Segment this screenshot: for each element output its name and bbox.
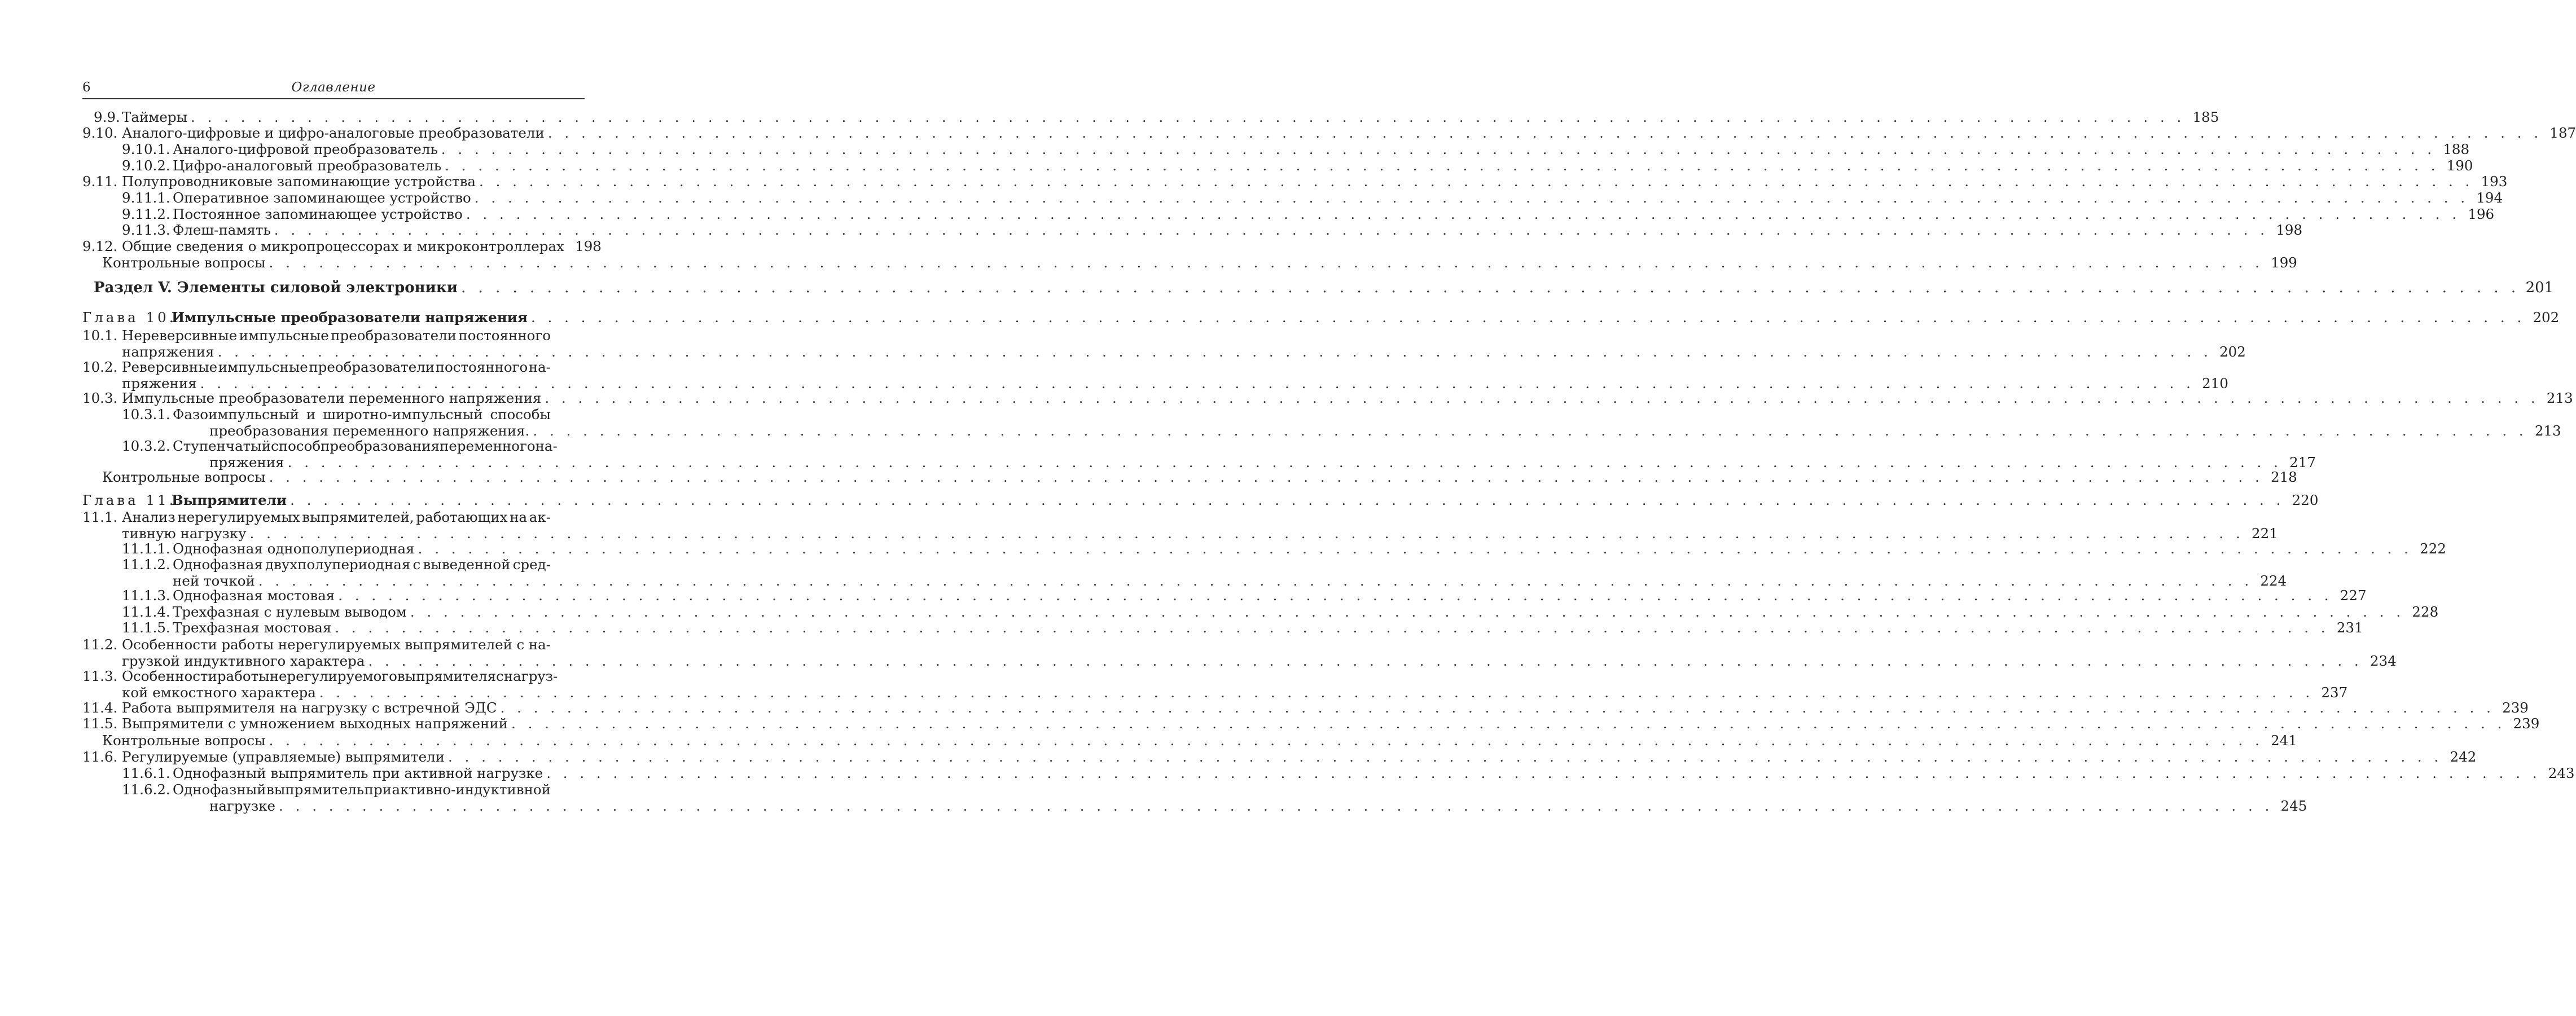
toc-page-number: 190 — [2446, 157, 2473, 174]
toc-entry[interactable] — [82, 254, 2297, 271]
dot-leader: . . . . . . . . . . . . . . . . . . . . . . . . . . . . . . . . . . . . . . . . . . . . . . . . . . . . . . . . . . . . . . . . . . . . . . . . . . . . . . . . . . . . . . . . . . . . . . . . . . . . . . . . . . . . . . . . . . . . . . . . — [191, 109, 2186, 125]
toc-entry-title: преобразования переменного напряжения. — [209, 423, 530, 439]
dot-leader: . . . . . . . . . . . . . . . . . . . . . . . . . . . . . . . . . . . . . . . . . . . . . . . . . . . . . . . . . . . . . . . . . . . . . . . . . . . . . . . . . . . . . . . . . . . . . . . . . . . . . . . . . . . . . . . . . . . . . . . . — [474, 190, 2469, 206]
toc-entry-title: Особенности работы нерегулируемого выпрямителя с нагруз- — [122, 668, 558, 684]
toc-entry-number: 10.2. — [82, 359, 118, 375]
toc-entry-title: Работа выпрямителя на нагрузку с встречной ЭДС — [122, 700, 497, 716]
toc-entry[interactable] — [82, 279, 2554, 296]
toc-entry-title: ней точкой — [173, 573, 255, 589]
toc-page-number: 198 — [575, 238, 602, 254]
toc-page-number: 237 — [2321, 684, 2348, 701]
toc-entry-title: Оперативное запоминающее устройство — [173, 190, 471, 206]
dot-leader: . . . . . . . . . . . . . . . . . . . . . . . . . . . . . . . . . . . . . . . . . . . . . . . . . . . . . . . . . . . . . . . . . . . . . . . . . . . . . . . . . . . . . . . . . . . . . . . . . . . . . . . . . . . . . . . . . . . . . . . . — [530, 309, 2526, 326]
dot-leader: . . . . . . . . . . . . . . . . . . . . . . . . . . . . . . . . . . . . . . . . . . . . . . . . . . . . . . . . . . . . . . . . . . . . . . . . . . . . . . . . . . . . . . . . . . . . . . . . . . . . . . . . . . . . . . . . . . . . . . . . — [335, 619, 2329, 636]
dot-leader: . . . . . . . . . . . . . . . . . . . . . . . . . . . . . . . . . . . . . . . . . . . . . . . . . . . . . . . . . . . . . . . . . . . . . . . . . . . . . . . . . . . . . . . . . . . . . . . . . . . . . . . . . . . . . . . . . . . . . . . . — [217, 344, 2212, 360]
toc-page-number: 201 — [2525, 279, 2554, 296]
toc-entry[interactable] — [82, 749, 2477, 765]
toc-entry-number: 11.2. — [82, 636, 118, 653]
toc-entry-number: 9.11. — [82, 173, 118, 190]
toc-entry-title: Трехфазная мостовая — [173, 619, 332, 636]
toc-entry[interactable] — [82, 438, 2316, 470]
toc-entry-title: Анализ нерегулируемых выпрямителей, работающих на ак- — [122, 509, 551, 525]
toc-entry-title: Трехфазная с нулевым выводом — [173, 604, 407, 620]
toc-entry[interactable] — [82, 109, 2219, 125]
toc-entry[interactable] — [82, 587, 2367, 604]
toc-entry-number: 11.4. — [82, 700, 118, 716]
toc-page-number: 221 — [2252, 525, 2278, 542]
toc-page-number: 202 — [2533, 309, 2560, 326]
dot-leader: . . . . . . . . . . . . . . . . . . . . . . . . . . . . . . . . . . . . . . . . . . . . . . . . . . . . . . . . . . . . . . . . . . . . . . . . . . . . . . . . . . . . . . . . . . . . . . . . . . . . . . . . . . . . . . . . . . . . . . . . — [279, 798, 2274, 814]
toc-page-number: 242 — [2450, 749, 2477, 765]
toc-entry[interactable] — [82, 309, 2560, 326]
toc-page-number: 193 — [2481, 173, 2508, 190]
dot-leader: . . . . . . . . . . . . . . . . . . . . . . . . . . . . . . . . . . . . . . . . . . . . . . . . . . . . . . . . . . . . . . . . . . . . . . . . . . . . . . . . . . . . . . . . . . . . . . . . . . . . . . . . . . . . . . . . . . . . . . . . — [290, 492, 2285, 508]
toc-entry-number: 11.1.4. — [122, 604, 170, 620]
toc-page-number: 239 — [2502, 700, 2529, 716]
toc-entry[interactable] — [82, 469, 2297, 485]
toc-entry[interactable] — [82, 668, 2348, 701]
toc-page-number: 220 — [2292, 492, 2319, 508]
dot-leader: . . . . . . . . . . . . . . . . . . . . . . . . . . . . . . . . . . . . . . . . . . . . . . . . . . . . . . . . . . . . . . . . . . . . . . . . . . . . . . . . . . . . . . . . . . . . . . . . . . . . . . . . . . . . . . . . . . . . . . . . — [460, 279, 2520, 296]
running-title: Оглавление — [291, 80, 376, 95]
toc-page-number: 245 — [2280, 798, 2307, 814]
dot-leader: . . . . . . . . . . . . . . . . . . . . . . . . . . . . . . . . . . . . . . . . . . . . . . . . . . . . . . . . . . . . . . . . . . . . . . . . . . . . . . . . . . . . . . . . . . . . . . . . . . . . . . . . . . . . . . . . . . . . . . . . — [274, 222, 2269, 238]
toc-page-number: 185 — [2192, 109, 2219, 125]
toc-entry-number: 9.11.3. — [122, 222, 170, 238]
dot-leader: . . . . . . . . . . . . . . . . . . . . . . . . . . . . . . . . . . . . . . . . . . . . . . . . . . . . . . . . . . . . . . . . . . . . . . . . . . . . . . . . . . . . . . . . . . . . . . . . . . . . . . . . . . . . . . . . . . . . . . . . — [410, 604, 2405, 620]
toc-entry-title: Однофазная однополупериодная — [173, 540, 415, 557]
toc-entry-title: Ступенчатый способ преобразования переменного на- — [173, 438, 558, 454]
toc-entry-number: 11.5. — [82, 715, 118, 732]
toc-page-number: 241 — [2271, 732, 2297, 749]
toc-page-number: 243 — [2548, 765, 2575, 781]
toc-entry-title: Выпрямители — [172, 492, 287, 508]
toc-entry-title: Однофазная мостовая — [173, 587, 335, 604]
toc-entry-title: пряжения — [122, 375, 197, 392]
toc-entry-title: Флеш-память — [173, 222, 271, 238]
toc-page-number: 231 — [2336, 619, 2363, 636]
dot-leader: . . . . . . . . . . . . . . . . . . . . . . . . . . . . . . . . . . . . . . . . . . . . . . . . . . . . . . . . . . . . . . . . . . . . . . . . . . . . . . . . . . . . . . . . . . . . . . . . . . . . . . . . . . . . . . . . . . . . . . . . — [319, 684, 2314, 701]
toc-entry[interactable] — [82, 390, 2573, 406]
toc-page-number: 213 — [2546, 390, 2573, 406]
toc-page-number: 196 — [2468, 206, 2495, 222]
toc-entry-title: грузкой индуктивного характера — [122, 653, 365, 669]
dot-leader: . . . . . . . . . . . . . . . . . . . . . . . . . . . . . . . . . . . . . . . . . . . . . . . . . . . . . . . . . . . . . . . . . . . . . . . . . . . . . . . . . . . . . . . . . . . . . . . . . . . . . . . . . . . . . . . . . . . . . . . . — [249, 525, 2244, 542]
toc-entry[interactable] — [82, 406, 2561, 439]
toc-page-number: 239 — [2513, 715, 2540, 732]
toc-entry[interactable] — [82, 157, 2473, 174]
dot-leader: . . . . . . . . . . . . . . . . . . . . . . . . . . . . . . . . . . . . . . . . . . . . . . . . . . . . . . . . . . . . . . . . . . . . . . . . . . . . . . . . . . . . . . . . . . . . . . . . . . . . . . . . . . . . . . . . . . . . . . . . — [338, 587, 2333, 604]
toc-entry-number: 9.11.2. — [122, 206, 170, 222]
dot-leader: . . . . . . . . . . . . . . . . . . . . . . . . . . . . . . . . . . . . . . . . . . . . . . . . . . . . . . . . . . . . . . . . . . . . . . . . . . . . . . . . . . . . . . . . . . . . . . . . . . . . . . . . . . . . . . . . . . . . . . . . — [269, 469, 2263, 485]
toc-entry[interactable] — [82, 781, 2307, 814]
toc-page-number: 187 — [2549, 125, 2576, 141]
toc-entry-title: Фазоимпульсный и широтно-импульсный способы — [173, 406, 551, 423]
toc-entry-title: Однофазная двухполупериодная с выведенной сред- — [173, 556, 551, 573]
toc-entry-title: тивную нагрузку — [122, 525, 247, 542]
toc-entry-title: напряжения — [122, 344, 214, 360]
toc-entry-title: Контрольные вопросы — [102, 469, 266, 485]
dot-leader: . . . . . . . . . . . . . . . . . . . . . . . . . . . . . . . . . . . . . . . . . . . . . . . . . . . . . . . . . . . . . . . . . . . . . . . . . . . . . . . . . . . . . . . . . . . . . . . . . . . . . . . . . . . . . . . . . . . . . . . . — [269, 732, 2263, 749]
toc-entry-title: Контрольные вопросы — [102, 732, 266, 749]
toc-entry-number: 11.3. — [82, 668, 118, 684]
toc-page-number: 227 — [2340, 587, 2367, 604]
toc-entry-number: 11.6.1. — [122, 765, 170, 781]
toc-page-number: 228 — [2412, 604, 2439, 620]
toc-entry[interactable] — [82, 222, 2303, 238]
toc-entry-title: нагрузке — [209, 798, 276, 814]
dot-leader: . . . . . . . . . . . . . . . . . . . . . . . . . . . . . . . . . . . . . . . . . . . . . . . . . . . . . . . . . . . . . . . . . . . . . . . . . . . . . . . . . . . . . . . . . . . . . . . . . . . . . . . . . . . . . . . . . . . . . . . . — [546, 765, 2541, 781]
dot-leader: . . . . . . . . . . . . . . . . . . . . . . . . . . . . . . . . . . . . . . . . . . . . . . . . . . . . . . . . . . . . . . . . . . . . . . . . . . . . . . . . . . . . . . . . . . . . . . . . . . . . . . . . . . . . . . . . . . . . . . . . — [447, 749, 2443, 765]
dot-leader: . . . . . . . . . . . . . . . . . . . . . . . . . . . . . . . . . . . . . . . . . . . . . . . . . . . . . . . . . . . . . . . . . . . . . . . . . . . . . . . . . . . . . . . . . . . . . . . . . . . . . . . . . . . . . . . . . . . . . . . . — [547, 125, 2543, 141]
toc-entry-number: 11.1.1. — [122, 540, 170, 557]
toc-entry[interactable] — [82, 173, 2508, 190]
toc-page-number: 217 — [2289, 454, 2316, 470]
toc-entry-title: Импульсные преобразователи переменного напряжения — [122, 390, 542, 406]
toc-page-number: 213 — [2534, 423, 2561, 439]
toc-page-number: 194 — [2476, 190, 2503, 206]
toc-entry[interactable] — [82, 540, 2446, 557]
toc-entry-title: Выпрямители с умножением выходных напряжений — [122, 715, 508, 732]
toc-entry-title: Аналого-цифровой преобразователь — [173, 141, 438, 157]
dot-leader: . . . . . . . . . . . . . . . . . . . . . . . . . . . . . . . . . . . . . . . . . . . . . . . . . . . . . . . . . . . . . . . . . . . . . . . . . . . . . . . . . . . . . . . . . . . . . . . . . . . . . . . . . . . . . . . . . . . . . . . . — [466, 206, 2461, 222]
toc-entry-title: Таймеры — [122, 109, 188, 125]
dot-leader: . . . . . . . . . . . . . . . . . . . . . . . . . . . . . . . . . . . . . . . . . . . . . . . . . . . . . . . . . . . . . . . . . . . . . . . . . . . . . . . . . . . . . . . . . . . . . . . . . . . . . . . . . . . . . . . . . . . . . . . . — [479, 173, 2474, 190]
toc-entry[interactable] — [82, 190, 2503, 206]
toc-entry[interactable] — [82, 327, 2246, 360]
toc-entry-number: 10.3.1. — [122, 406, 170, 423]
toc-entry-title: Однофазный выпрямитель при активной нагрузке — [173, 765, 543, 781]
dot-leader: . . . . . . . . . . . . . . . . . . . . . . . . . . . . . . . . . . . . . . . . . . . . . . . . . . . . . . . . . . . . . . . . . . . . . . . . . . . . . . . . . . . . . . . . . . . . . . . . . . . . . . . . . . . . . . . . . . . . . . . . — [269, 254, 2263, 271]
toc-entry-number: 9.10.1. — [122, 141, 170, 157]
toc-entry-title: кой емкостного характера — [122, 684, 316, 701]
toc-entry-number: 11.1.3. — [122, 587, 170, 604]
toc-entry[interactable] — [82, 636, 2397, 669]
toc-page-number: 218 — [2271, 469, 2297, 485]
dot-leader: . . . . . . . . . . . . . . . . . . . . . . . . . . . . . . . . . . . . . . . . . . . . . . . . . . . . . . . . . . . . . . . . . . . . . . . . . . . . . . . . . . . . . . . . . . . . . . . . . . . . . . . . . . . . . . . . . . . . . . . . — [441, 141, 2436, 157]
toc-entry[interactable] — [82, 125, 2576, 141]
toc-entry-number: Глава 10. — [82, 309, 177, 326]
toc-entry[interactable] — [82, 765, 2575, 781]
toc-entry[interactable] — [82, 700, 2529, 716]
toc-entry-title: Раздел V. Элементы силовой электроники — [94, 279, 458, 296]
dot-leader: . . . . . . . . . . . . . . . . . . . . . . . . . . . . . . . . . . . . . . . . . . . . . . . . . . . . . . . . . . . . . . . . . . . . . . . . . . . . . . . . . . . . . . . . . . . . . . . . . . . . . . . . . . . . . . . . . . . . . . . . — [533, 423, 2527, 439]
toc-page-number: 222 — [2420, 540, 2446, 557]
toc-entry-title: Аналого-цифровые и цифро-аналоговые преобразователи — [122, 125, 545, 141]
dot-leader: . . . . . . . . . . . . . . . . . . . . . . . . . . . . . . . . . . . . . . . . . . . . . . . . . . . . . . . . . . . . . . . . . . . . . . . . . . . . . . . . . . . . . . . . . . . . . . . . . . . . . . . . . . . . . . . . . . . . . . . . — [200, 375, 2195, 392]
toc-entry-title: Реверсивные импульсные преобразователи постоянного на- — [122, 359, 551, 375]
toc-entry-number: 11.1.2. — [122, 556, 170, 573]
toc-entry-title: Цифро-аналоговый преобразователь — [173, 157, 442, 174]
toc-entry-title: Регулируемые (управляемые) выпрямители — [122, 749, 445, 765]
toc-page-number: 210 — [2202, 375, 2228, 392]
toc-entry-title: Постоянное запоминающее устройство — [173, 206, 463, 222]
toc-entry-title: Однофазный выпрямитель при активно-индуктивной — [173, 781, 551, 798]
toc-entry[interactable] — [82, 492, 2319, 508]
toc-page-number: 234 — [2369, 653, 2397, 669]
toc-page-number: 202 — [2219, 344, 2246, 360]
dot-leader: . . . . . . . . . . . . . . . . . . . . . . . . . . . . . . . . . . . . . . . . . . . . . . . . . . . . . . . . . . . . . . . . . . . . . . . . . . . . . . . . . . . . . . . . . . . . . . . . . . . . . . . . . . . . . . . . . . . . . . . . — [500, 700, 2495, 716]
toc-page-number: 188 — [2443, 141, 2470, 157]
toc-entry[interactable] — [82, 238, 602, 254]
toc-page-number: 198 — [2276, 222, 2303, 238]
toc-entry[interactable] — [82, 359, 2228, 392]
dot-leader: . . . . . . . . . . . . . . . . . . . . . . . . . . . . . . . . . . . . . . . . . . . . . . . . . . . . . . . . . . . . . . . . . . . . . . . . . . . . . . . . . . . . . . . . . . . . . . . . . . . . . . . . . . . . . . . . . . . . . . . . — [511, 715, 2506, 732]
dot-leader: . . . . . . . . . . . . . . . . . . . . . . . . . . . . . . . . . . . . . . . . . . . . . . . . . . . . . . . . . . . . . . . . . . . . . . . . . . . . . . . . . . . . . . . . . . . . . . . . . . . . . . . . . . . . . . . . . . . . . . . . — [445, 157, 2439, 174]
toc-entry-title: пряжения — [209, 454, 284, 470]
dot-leader: . . . . . . . . . . . . . . . . . . . . . . . . . . . . . . . . . . . . . . . . . . . . . . . . . . . . . . . . . . . . . . . . . . . . . . . . . . . . . . . . . . . . . . . . . . . . . . . . . . . . . . . . . . . . . . . . . . . . . . . . — [418, 540, 2412, 557]
dot-leader: . . . . . . . . . . . . . . . . . . . . . . . . . . . . . . . . . . . . . . . . . . . . . . . . . . . . . . . . . . . . . . . . . . . . . . . . . . . . . . . . . . . . . . . . . . . . . . . . . . . . . . . . . . . . . . . . . . . . . . . . — [287, 454, 2282, 470]
toc-entry[interactable] — [82, 206, 2495, 222]
toc-entry-number: 10.1. — [82, 327, 118, 344]
toc-entry-number: 11.6. — [82, 749, 118, 765]
toc-entry-number: 9.11.1. — [122, 190, 170, 206]
toc-entry-title: Контрольные вопросы — [102, 254, 266, 271]
page-number: 6 — [82, 80, 91, 95]
toc-entry-number: 9.10.2. — [122, 157, 170, 174]
toc-entry-number: 10.3.2. — [122, 438, 170, 454]
toc-entry-number: 11.1.5. — [122, 619, 170, 636]
toc-entry-title: Общие сведения о микропроцессорах и микроконтроллерах — [122, 238, 564, 254]
dot-leader: . . . . . . . . . . . . . . . . . . . . . . . . . . . . . . . . . . . . . . . . . . . . . . . . . . . . . . . . . . . . . . . . . . . . . . . . . . . . . . . . . . . . . . . . . . . . . . . . . . . . . . . . . . . . . . . . . . . . . . . . — [368, 653, 2363, 669]
toc-entry-number: 9.9. — [94, 109, 120, 125]
toc-entry[interactable] — [82, 509, 2278, 542]
toc-entry-number: 9.10. — [82, 125, 118, 141]
toc-entry-title: Импульсные преобразователи напряжения — [172, 309, 528, 326]
toc-entry[interactable] — [82, 556, 2287, 589]
toc-entry-number: 11.1. — [82, 509, 118, 525]
toc-entry[interactable] — [82, 141, 2470, 157]
toc-entry-number: 10.3. — [82, 390, 118, 406]
toc-entry[interactable] — [82, 619, 2363, 636]
dot-leader: . . . . . . . . . . . . . . . . . . . . . . . . . . . . . . . . . . . . . . . . . . . . . . . . . . . . . . . . . . . . . . . . . . . . . . . . . . . . . . . . . . . . . . . . . . . . . . . . . . . . . . . . . . . . . . . . . . . . . . . . — [258, 573, 2253, 589]
toc-page-number: 199 — [2271, 254, 2297, 271]
dot-leader: . . . . . . . . . . . . . . . . . . . . . . . . . . . . . . . . . . . . . . . . . . . . . . . . . . . . . . . . . . . . . . . . . . . . . . . . . . . . . . . . . . . . . . . . . . . . . . . . . . . . . . . . . . . . . . . . . . . . . . . . — [545, 390, 2539, 406]
toc-entry-title: Особенности работы нерегулируемых выпрямителей с на- — [122, 636, 551, 653]
toc-entry[interactable] — [82, 732, 2297, 749]
toc-entry-number: 11.6.2. — [122, 781, 170, 798]
page-header — [82, 79, 585, 99]
toc-entry-title: Полупроводниковые запоминающие устройства — [122, 173, 476, 190]
toc-entry-title: Нереверсивные импульсные преобразователи постоянного — [122, 327, 551, 344]
toc-entry-number: Глава 11. — [82, 492, 177, 508]
toc-entry-number: 9.12. — [82, 238, 118, 254]
toc-page-number: 224 — [2260, 573, 2287, 589]
toc-entry[interactable] — [82, 715, 2540, 732]
toc-entry[interactable] — [82, 604, 2439, 620]
